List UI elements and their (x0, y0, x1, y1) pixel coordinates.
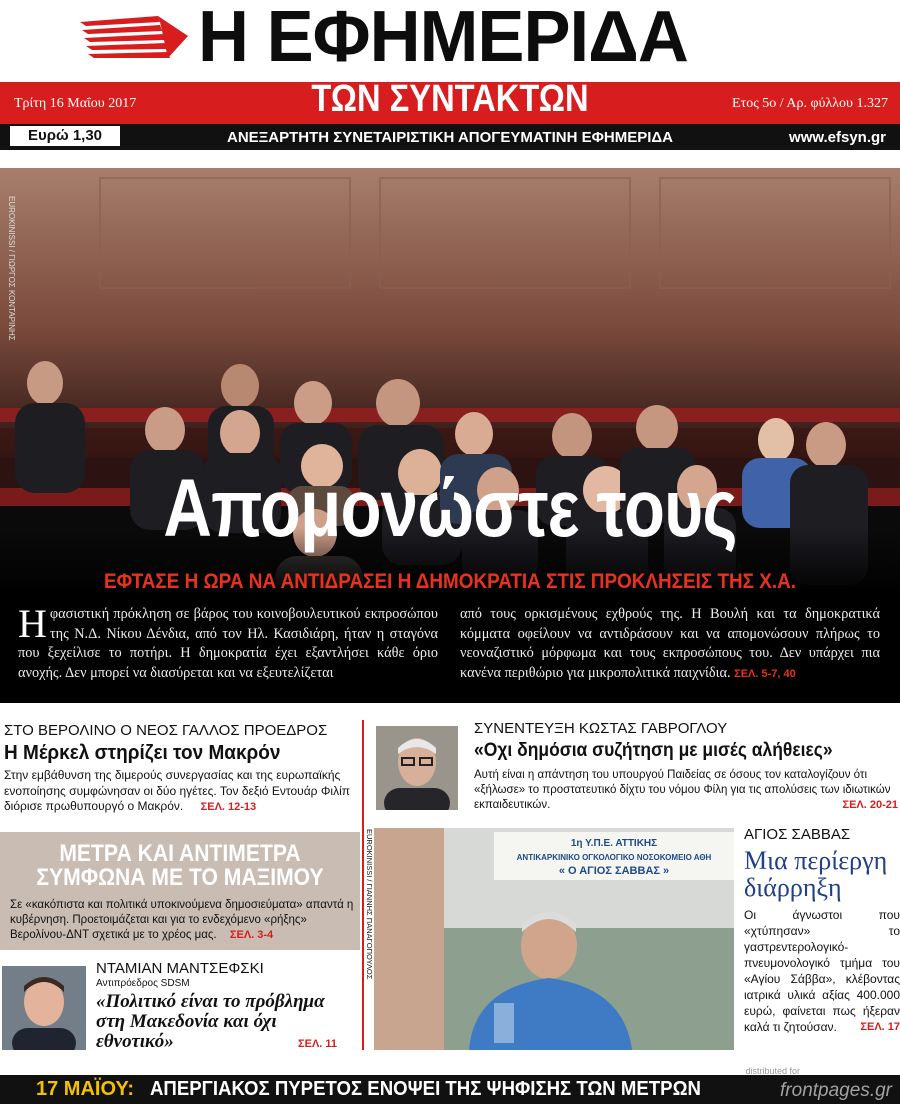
story-savvas-text: Οι άγνωστοι που «χτύπησαν» το γαστρεντερολογικό-πνευμονολογικό τμήμα του «Αγίου Σάββα», κλέβοντας ιατρικά υλικά αξίας 400.000 ευρώ, φαίνεται πως ήξεραν καλά τι ζητούσαν. (744, 908, 900, 1034)
hospital-sign-line-3: « Ο ΑΓΙΟΣ ΣΑΒΒΑΣ » (558, 865, 670, 877)
box-metra-body (10, 898, 355, 943)
website-link[interactable]: www.efsyn.gr (789, 129, 886, 146)
lead-dropcap: Η (18, 601, 47, 646)
tagline: ΑΝΕΞΑΡΤΗΤΗ ΣΥΝΕΤΑΙΡΙΣΤΙΚΗ ΑΠΟΓΕΥΜΑΤΙΝΗ ΕΦΗΜΕΡΙΔΑ (226, 129, 674, 146)
box-metra-page-ref[interactable]: ΣΕΛ. 3-4 (229, 929, 274, 941)
masthead-subtitle: ΤΩΝ ΣΥΝΤΑΚΤΩΝ (311, 78, 589, 120)
story-mantsefski-name: ΝΤΑΜΙΑΝ ΜΑΝΤΣΕΦΣΚΙ (96, 960, 264, 977)
story-merkel-body (4, 768, 360, 816)
main-headline[interactable]: Απομονώστε τους (163, 463, 737, 554)
story-mantsefski-quote[interactable]: «Πολιτικό είναι το πρόβλημα στη Μακεδονία και όχι εθνοτικό» (96, 991, 325, 1052)
box-metra-title-2: ΣΥΜΦΩΝΑ ΜΕ ΤΟ ΜΑΞΙΜΟΥ (36, 864, 324, 891)
masthead-title: Η ΕΦΗΜΕΡΙΔΑ (198, 0, 688, 77)
avatar-gavroglou (376, 726, 458, 810)
story-gavroglou-text: Αυτή είναι η απάντηση του υπουργού Παιδείας σε όσους τον καταλογίζουν ότι «ξήλωσε» το προστατευτικό δίχτυ του νόμου Φίλη για τις απολύσεις των ιδιωτικών εκπαιδευτικών. (474, 769, 891, 811)
masthead (0, 0, 900, 82)
column-divider (362, 720, 364, 1050)
story-mantsefski-role: Αντιπρόεδρος SDSM (96, 978, 190, 989)
avatar-mantsefski (2, 966, 86, 1050)
box-metra-text: Σε «κακόπιστα και πολιτικά υποκινούμενα δημοσιεύματα» απαντά η κυβέρνηση. Προετοιμάζεται και για το ενδεχόμενο «ρήξης» Βερολίνου-ΔΝΤ σχετικά με το χρέος μας. (10, 899, 354, 941)
hero-photo-credit: EUROKINISSI / ΓΙΩΡΓΟΣ ΚΟΝΤΑΡΙΝΗΣ (7, 196, 16, 341)
story-gavroglou-headline[interactable]: «Οχι δημόσια συζήτηση με μισές αλήθειες» (474, 740, 833, 761)
lead-text-2: από τους ορκισμένους εχθρούς της. Η Βουλή και τα δημοκρατικά κόμματα οφείλουν να αντιδράσουν και να απομονώσουν πλήρως το νεοναζιστικό μόρφωμα και τους εκπροσώπους του. Δεν υπάρχει πια κανένα περιθώριο για μικροπολιτικά παιχνίδια. (460, 606, 880, 681)
price-badge: Ευρώ 1,30 (10, 126, 120, 146)
lead-page-ref[interactable]: ΣΕΛ. 5-7, 40 (734, 667, 796, 680)
main-subhead: ΕΦΤΑΣΕ Η ΩΡΑ ΝΑ ΑΝΤΙΔΡΑΣΕΙ Η ΔΗΜΟΚΡΑΤΙΑ ΣΤΙΣ ΠΡΟΚΛΗΣΕΙΣ ΤΗΣ Χ.Α. (103, 570, 797, 593)
lead-column-2 (460, 605, 880, 684)
box-metra[interactable] (0, 832, 360, 950)
story-gavroglou-page-ref[interactable]: ΣΕΛ. 20-21 (842, 799, 898, 811)
lead-text-1: φασιστική πρόκληση σε βάρος του κοινοβουλευτικού εκπροσώπου της Ν.Δ. Νίκου Δένδια, από τον Ηλ. Κασιδιάρη, ήταν η σταγόνα που ξεχείλισε το ποτήρι. Η δημοκρατία έχει εξαντλήσει κάθε όριο ανοχής. Δεν μπορεί να διασύρεται και να εξευτελίζεται (18, 606, 438, 681)
story-merkel-kicker: ΣΤΟ ΒΕΡΟΛΙΝΟ Ο ΝΕΟΣ ΓΑΛΛΟΣ ΠΡΟΕΔΡΟΣ (4, 722, 328, 739)
story-savvas-body (744, 907, 900, 1035)
watermark-small: distributed for (745, 1066, 800, 1076)
story-merkel-headline[interactable]: Η Μέρκελ στηρίζει τον Μακρόν (4, 742, 281, 764)
bottom-bar-date: 17 ΜΑΪΟΥ: (36, 1078, 134, 1100)
watermark: frontpages.gr (780, 1080, 892, 1101)
hospital-sign-line-2: ΑΝΤΙΚΑΡΚΙΝΙΚΟ ΟΓΚΟΛΟΓΙΚΟ ΝΟΣΟΚΟΜΕΙΟ ΑΘΗ (516, 853, 712, 862)
hospital-sign-line-1: 1η Υ.Π.Ε. ΑΤΤΙΚΗΣ (570, 838, 658, 849)
story-merkel-text: Στην εμβάθυνση της διμερούς συνεργασίας και της ευρωπαϊκής ενοποίησης συμφώνησαν οι δύο ηγέτες. Τον δεξιό Εντουάρ Φιλίπ διόρισε πρωθυπουργό ο Μακρόν. (4, 768, 351, 813)
story-savvas-page-ref[interactable]: ΣΕΛ. 17 (860, 1021, 900, 1033)
story-agios-savvas[interactable] (744, 826, 900, 1035)
hospital-photo-credit: EUROKINISSI / ΓΙΑΝΝΗΣ ΠΑΝΑΓΟΠΟΥΛΟΣ (365, 829, 374, 980)
story-merkel[interactable] (0, 722, 360, 816)
story-merkel-page-ref[interactable]: ΣΕΛ. 12-13 (200, 801, 257, 813)
hospital-photo (374, 828, 734, 1050)
box-metra-title-1: ΜΕΤΡΑ ΚΑΙ ΑΝΤΙΜΕΤΡΑ (59, 840, 301, 867)
story-mantsefski[interactable] (0, 960, 362, 1055)
story-gavroglou-kicker: ΣΥΝΕΝΤΕΥΞΗ ΚΩΣΤΑΣ ΓΑΒΡΟΓΛΟΥ (474, 720, 728, 737)
lead-column-1 (18, 601, 438, 683)
issue-date: Τρίτη 16 Μαΐου 2017 (14, 96, 137, 111)
bottom-bar-headline[interactable]: ΑΠΕΡΓΙΑΚΟΣ ΠΥΡΕΤΟΣ ΕΝΟΨΕΙ ΤΗΣ ΨΗΦΙΣΗΣ ΤΩΝ ΜΕΤΡΩΝ (150, 1078, 701, 1100)
story-gavroglou-body (474, 768, 898, 813)
story-gavroglou[interactable] (374, 720, 900, 820)
story-savvas-headline[interactable]: Μια περίεργη διάρρηξη (744, 846, 888, 902)
story-mantsefski-page-ref[interactable]: ΣΕΛ. 11 (298, 1038, 338, 1050)
pens-logo-icon (80, 14, 190, 60)
issue-number: Ετος 5ο / Αρ. φύλλου 1.327 (732, 96, 888, 111)
story-savvas-kicker: ΑΓΙΟΣ ΣΑΒΒΑΣ (744, 826, 851, 843)
